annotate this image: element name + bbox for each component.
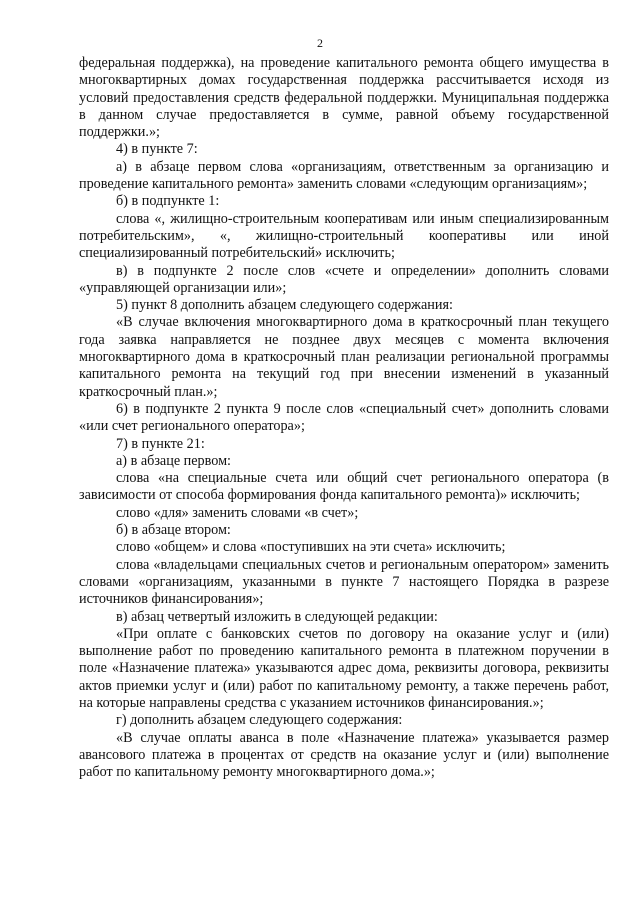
paragraph: федеральная поддержка), на проведение капитального ремонта общего имущества в многоквартирных домах государственная поддержка рассчитывается исходя из условий предоставления средств федеральной поддержки. Муниципальная поддержка в данном случае предоставляется в сумме, равной объему государственной поддержки.»; [79,55,609,141]
paragraph: слова «, жилищно-строительным кооперативам или иным специализированным потребительским», «, жилищно-строительный кооперативы или иной специализированный потребительский» исключить; [79,210,609,262]
paragraph: 7) в пункте 21: [116,435,205,452]
paragraph: а) в абзаце первом слова «организациям, ответственным за организацию и проведение капитального ремонта» заменить словами «следующим организациям»; [79,158,609,193]
paragraph: 6) в подпункте 2 пункта 9 после слов «специальный счет» дополнить словами «или счет регионального оператора»; [79,400,609,435]
paragraph: а) в абзаце первом: [116,452,231,469]
paragraph: в) абзац четвертый изложить в следующей редакции: [116,608,438,625]
paragraph: в) в подпункте 2 после слов «счете и определении» дополнить словами «управляющей организации или»; [79,262,609,296]
paragraph: б) в подпункте 1: [116,193,220,210]
paragraph: б) в абзаце втором: [116,522,231,539]
paragraph: г) дополнить абзацем следующего содержания: [116,712,403,729]
document-body [79,55,609,781]
paragraph: 4) в пункте 7: [116,141,198,158]
paragraph: слово «общем» и слова «поступивших на эти счета» исключить; [116,539,506,556]
paragraph: слова «владельцами специальных счетов и региональным оператором» заменить словами «организациям, указанными в пункте 7 настоящего Порядка в разрезе источников финансирования»; [79,556,609,608]
paragraph: слова «на специальные счета или общий счет регионального оператора (в зависимости от способа формирования фонда капитального ремонта)» исключить; [79,470,609,504]
paragraph: «В случае включения многоквартирного дома в краткосрочный план текущего года заявка направляется не позднее двух месяцев с момента включения многоквартирного дома в краткосрочный план реализации региональной программы капитального ремонта на текущий год при внесении изменений в указанный краткосрочный план.»; [79,314,609,400]
paragraph: «При оплате с банковских счетов по договору на оказание услуг и (или) выполнение работ по проведению капитального ремонта в платежном поручении в поле «Назначение платежа» указываются адрес дома, реквизиты договора, реквизиты актов приемки услуг и (или) работ по капитальному ремонту, а также перечень работ, на которые направлены средства с указанием источников финансирования.»; [79,625,609,711]
paragraph: 5) пункт 8 дополнить абзацем следующего содержания: [116,297,453,314]
paragraph: «В случае оплаты аванса в поле «Назначение платежа» указывается размер авансового платежа в процентах от средств на оказание услуг и (или) выполнение работ по капитальному ремонту многоквартирного дома.»; [79,729,609,781]
paragraph: слово «для» заменить словами «в счет»; [116,504,359,521]
page-number: 2 [317,36,323,50]
